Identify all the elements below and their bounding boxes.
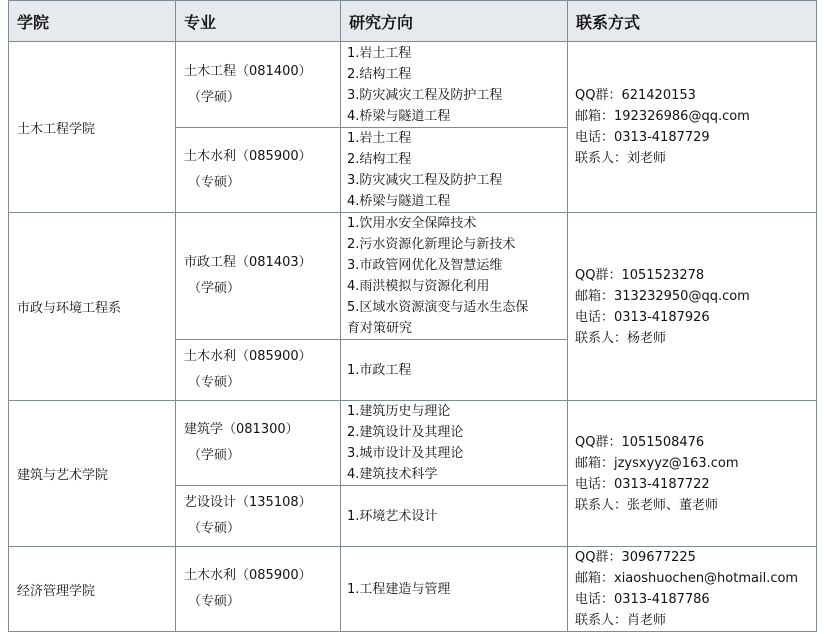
direction-item: 3.城市设计及其理论: [347, 446, 464, 461]
college-cell: 市政与环境工程系: [9, 213, 176, 401]
major-name: 土木水利（085900）: [184, 568, 312, 583]
direction-item: 3.市政管网优化及智慧运维: [347, 258, 503, 273]
table-row: [9, 213, 817, 340]
degree-type: （专硕）: [188, 521, 241, 536]
contact-cell: [568, 42, 817, 213]
direction-cell: [341, 401, 568, 486]
direction-item: 1.岩土工程: [347, 131, 412, 146]
direction-item: 5.区域水资源演变与适水生态保: [347, 300, 529, 315]
contact-person: 联系人：杨老师: [575, 330, 667, 346]
major-name: 土木工程（081400）: [184, 63, 312, 79]
major-cell: [176, 401, 341, 486]
college-cell: 经济管理学院: [9, 547, 176, 632]
direction-item: 1.岩土工程: [347, 45, 412, 61]
direction-item: 4.雨洪模拟与资源化利用: [347, 279, 490, 294]
table-row: [9, 401, 817, 486]
direction-item: 2.结构工程: [347, 152, 412, 167]
direction-cell: [341, 340, 568, 401]
degree-type: （专硕）: [188, 594, 241, 609]
contact-person: 联系人：肖老师: [575, 613, 667, 628]
major-name: 土木水利（085900）: [184, 149, 312, 164]
contact-qq: QQ群：621420153: [575, 88, 696, 103]
contact-qq: QQ群：1051508476: [575, 434, 705, 450]
direction-item: 2.结构工程: [347, 66, 412, 82]
table-row: [9, 42, 817, 128]
contact-cell: [568, 213, 817, 401]
direction-item: 1.建筑历史与理论: [347, 404, 451, 419]
direction-item: 4.桥梁与隧道工程: [347, 108, 451, 124]
direction-item: 2.污水资源化新理论与新技术: [347, 237, 516, 252]
major-cell: [176, 42, 341, 128]
major-name: 建筑学（081300）: [184, 422, 299, 437]
direction-cell: [341, 42, 568, 128]
contact-email: 邮箱：192326986@qq.com: [575, 109, 750, 124]
direction-cell: [341, 213, 568, 340]
major-cell: [176, 547, 341, 632]
contact-qq: QQ群：309677225: [575, 550, 696, 565]
table-row: [9, 547, 817, 632]
degree-type: （专硕）: [188, 375, 241, 390]
contact-phone: 电话：0313-4187729: [575, 130, 710, 145]
contact-phone: 电话：0313-4187926: [575, 309, 710, 325]
degree-type: （学硕）: [188, 448, 241, 463]
admissions-table: [8, 0, 817, 632]
degree-type: （专硕）: [188, 175, 241, 190]
contact-person: 联系人：刘老师: [575, 151, 667, 166]
contact-email: 邮箱：313232950@qq.com: [575, 288, 750, 304]
header-contact: 联系方式: [568, 1, 817, 42]
degree-type: （学硕）: [188, 281, 241, 296]
major-cell: [176, 128, 341, 213]
major-name: 土木水利（085900）: [184, 349, 312, 364]
direction-item: 1.市政工程: [347, 362, 412, 378]
direction-cell: [341, 128, 568, 213]
contact-email: 邮箱：xiaoshuochen@hotmail.com: [575, 571, 799, 586]
contact-person: 联系人：张老师、董老师: [575, 497, 719, 513]
direction-item: 3.防灾减灾工程及防护工程: [347, 173, 503, 188]
direction-item: 育对策研究: [347, 321, 413, 336]
direction-item: 1.工程建造与管理: [347, 581, 451, 597]
direction-item: 2.建筑设计及其理论: [347, 425, 464, 440]
contact-cell: [568, 547, 817, 632]
college-cell: 建筑与艺术学院: [9, 401, 176, 547]
major-name: 艺设设计（135108）: [184, 495, 312, 510]
contact-phone: 电话：0313-4187786: [575, 592, 710, 607]
direction-item: 4.建筑技术科学: [347, 467, 438, 482]
header-major: 专业: [176, 1, 341, 42]
major-cell: [176, 340, 341, 401]
direction-item: 4.桥梁与隧道工程: [347, 194, 451, 209]
contact-cell: [568, 401, 817, 547]
direction-cell: [341, 486, 568, 547]
major-name: 市政工程（081403）: [184, 255, 312, 270]
direction-item: 1.环境艺术设计: [347, 508, 438, 524]
direction-cell: [341, 547, 568, 632]
contact-phone: 电话：0313-4187722: [575, 476, 710, 492]
degree-type: （学硕）: [188, 89, 241, 105]
contact-email: 邮箱：jzysxyyz@163.com: [575, 455, 739, 471]
college-cell: 土木工程学院: [9, 42, 176, 213]
major-cell: [176, 213, 341, 340]
contact-qq: QQ群：1051523278: [575, 267, 705, 283]
header-direction: 研究方向: [341, 1, 568, 42]
header-row: [9, 1, 817, 42]
direction-item: 3.防灾减灾工程及防护工程: [347, 87, 503, 103]
major-cell: [176, 486, 341, 547]
header-college: 学院: [9, 1, 176, 42]
direction-item: 1.饮用水安全保障技术: [347, 216, 477, 231]
